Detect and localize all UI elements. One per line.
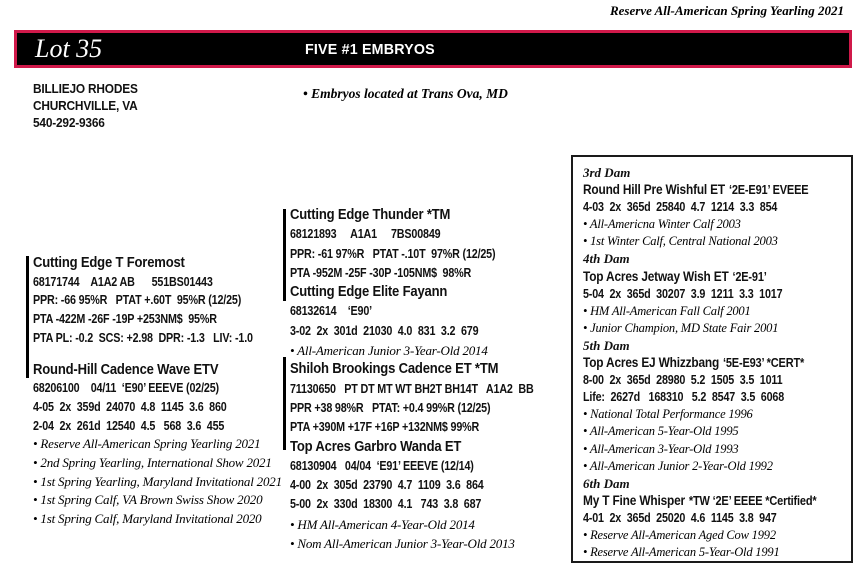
pedigree-column-left	[33, 254, 289, 529]
sire-block	[290, 360, 568, 437]
pedigree-lines	[583, 199, 847, 216]
dam-generation-label: 6th Dam	[583, 475, 630, 491]
pedigree-lines	[33, 273, 289, 348]
dam-history-box	[571, 155, 853, 563]
dam-generation-label: 4th Dam	[583, 251, 630, 267]
pedigree-data-line: 2-04 2x 261d 12540 4.5 568 3.6 455	[33, 418, 225, 433]
award-line: • Junior Champion, MD State Fair 2001	[583, 320, 847, 337]
pedigree-data-line: PTA +390M +17F +16P +132NM$ 99%R	[290, 420, 480, 435]
award-lines	[583, 406, 847, 474]
dam-name-line	[583, 354, 815, 372]
award-lines	[583, 216, 847, 250]
pedigree-lines	[583, 286, 847, 303]
animal-name: Cutting Edge Elite Fayann	[290, 284, 448, 301]
dam-name-suffix: ‘2E-91’	[732, 269, 767, 284]
award-lines	[33, 435, 289, 529]
pedigree-data-line: 4-01 2x 365d 25020 4.6 1145 3.8 947	[583, 510, 777, 525]
award-lines	[583, 527, 847, 561]
animal-name: Cutting Edge T Foremost	[33, 255, 185, 271]
dam-name: Top Acres EJ Whizzbang	[583, 355, 720, 371]
pedigree-data-line: 68121893 A1A1 7BS00849	[290, 227, 441, 242]
pedigree-bracket	[26, 256, 29, 378]
consignor-city: CHURCHVILLE, VA	[33, 99, 138, 113]
consignor-phone: 540-292-9366	[33, 116, 105, 130]
award-line: • National Total Performance 1996	[583, 406, 847, 423]
award-line: • All-American Junior 2-Year-Old 1992	[583, 458, 847, 475]
pedigree-lines	[33, 379, 289, 435]
award-line: • All-Americna Winter Calf 2003	[583, 216, 847, 233]
award-line: • Reserve All-American Aged Cow 1992	[583, 527, 847, 544]
pedigree-lines	[290, 225, 568, 283]
award-line: • 1st Spring Calf, VA Brown Swiss Show 2020	[33, 491, 289, 510]
dam-name-line	[583, 492, 815, 510]
embryo-location-note: • Embryos located at Trans Ova, MD	[303, 86, 508, 102]
pedigree-data-line: 68130904 04/04 ‘E91’ EEEVE (12/14)	[290, 458, 474, 473]
sire-block	[33, 254, 289, 348]
pedigree-lines	[583, 510, 847, 527]
pedigree-data-line: Life: 2627d 168310 5.2 8547 3.5 6068	[583, 390, 785, 405]
dam-name-suffix: ‘2E-E91’ EVEEE	[728, 183, 809, 198]
award-line: • Reserve All-American Spring Yearling 2021	[33, 435, 289, 454]
pedigree-column-middle	[290, 206, 568, 553]
dam-entry	[583, 475, 847, 561]
award-line: • Reserve All-American 5-Year-Old 1991	[583, 544, 847, 561]
dam-block	[290, 438, 568, 554]
dam-block	[290, 283, 568, 360]
dam-entry	[583, 164, 847, 250]
dam-generation-label: 5th Dam	[583, 337, 630, 353]
animal-name: Top Acres Garbro Wanda ET	[290, 438, 462, 455]
award-line: • 1st Winter Calf, Central National 2003	[583, 233, 847, 250]
pedigree-lines	[290, 380, 568, 438]
dam-entry	[583, 337, 847, 475]
award-line: • All-American 3-Year-Old 1993	[583, 441, 847, 458]
award-lines	[583, 303, 847, 337]
award-line: • All-American Junior 3-Year-Old 2014	[290, 341, 568, 360]
pedigree-data-line: 4-03 2x 365d 25840 4.7 1214 3.3 854	[583, 200, 778, 215]
animal-name: Cutting Edge Thunder *TM	[290, 207, 451, 223]
pedigree-lines	[290, 457, 568, 515]
pedigree-data-line: 5-04 2x 365d 30207 3.9 1211 3.3 1017	[583, 286, 783, 301]
animal-name: Shiloh Brookings Cadence ET *TM	[290, 361, 499, 378]
award-line: • 1st Spring Calf, Maryland Invitational 2020	[33, 510, 289, 529]
dam-block	[33, 361, 289, 529]
award-lines	[290, 341, 568, 360]
award-line: • HM All-American 4-Year-Old 2014	[290, 515, 568, 534]
pedigree-data-line: PTA PL: -0.2 SCS: +2.98 DPR: -1.3 LIV: -1.0	[33, 330, 253, 345]
pedigree-data-line: PTA -952M -25F -30P -105NM$ 98%R	[290, 265, 472, 280]
pedigree-data-line: 3-02 2x 301d 21030 4.0 831 3.2 679	[290, 323, 479, 338]
award-line: • Nom All-American Junior 3-Year-Old 2013	[290, 534, 568, 553]
dam-name: Top Acres Jetway Wish ET	[583, 268, 729, 284]
dam-generation-label: 3rd Dam	[583, 165, 631, 180]
dam-entry	[583, 250, 847, 336]
pedigree-data-line: 5-00 2x 330d 18300 4.1 743 3.8 687	[290, 497, 482, 512]
animal-name: Round-Hill Cadence Wave ETV	[33, 361, 219, 378]
pedigree-data-line: 68206100 04/11 ‘E90’ EEEVE (02/25)	[33, 381, 219, 396]
dam-name-suffix: ‘5E-E93’ *CERT*	[722, 356, 805, 371]
award-line: • 1st Spring Yearling, Maryland Invitational 2021	[33, 473, 289, 492]
pedigree-lines	[290, 302, 568, 341]
pedigree-data-line: 68171744 A1A2 AB 551BS01443	[33, 274, 213, 289]
lot-title: FIVE #1 EMBRYOS	[305, 41, 435, 58]
lot-header-bar	[14, 30, 852, 68]
pedigree-data-line: 8-00 2x 365d 28980 5.2 1505 3.5 1011	[583, 373, 783, 388]
pedigree-data-line: 4-00 2x 305d 23790 4.7 1109 3.6 864	[290, 478, 484, 493]
pedigree-data-line: PPR: -66 95%R PTAT +.60T 95%R (12/25)	[33, 293, 242, 308]
dam-name-suffix: *TW ‘2E’ EEEE *Certified*	[688, 493, 817, 508]
pedigree-data-line: 4-05 2x 359d 24070 4.8 1145 3.6 860	[33, 399, 227, 414]
consignor-block	[33, 81, 138, 132]
pedigree-data-line: PTA -422M -26F -19P +253NM$ 95%R	[33, 312, 217, 327]
pedigree-data-line: PPR: -61 97%R PTAT -.10T 97%R (12/25)	[290, 246, 496, 261]
pedigree-lines	[583, 372, 847, 406]
lot-number: Lot 35	[35, 34, 103, 63]
award-line: • All-American 5-Year-Old 1995	[583, 423, 847, 440]
pedigree-data-line: 71130650 PT DT MT WT BH2T BH14T A1A2 BB	[290, 381, 534, 396]
award-lines	[290, 515, 568, 554]
consignor-name: BILLIEJO RHODES	[33, 82, 138, 96]
award-line: • 2nd Spring Yearling, International Show 2021	[33, 454, 289, 473]
sire-block	[290, 206, 568, 283]
dam-name-line	[583, 181, 815, 199]
dam-name: Round Hill Pre Wishful ET	[583, 182, 726, 198]
dam-name-line	[583, 268, 815, 286]
page-header-note: Reserve All-American Spring Yearling 2021	[609, 3, 844, 18]
award-line: • HM All-American Fall Calf 2001	[583, 303, 847, 320]
dam-name: My T Fine Whisper	[583, 492, 685, 508]
pedigree-data-line: PPR +38 98%R PTAT: +0.4 99%R (12/25)	[290, 400, 491, 415]
pedigree-data-line: 68132614 ‘E90’	[290, 304, 372, 319]
